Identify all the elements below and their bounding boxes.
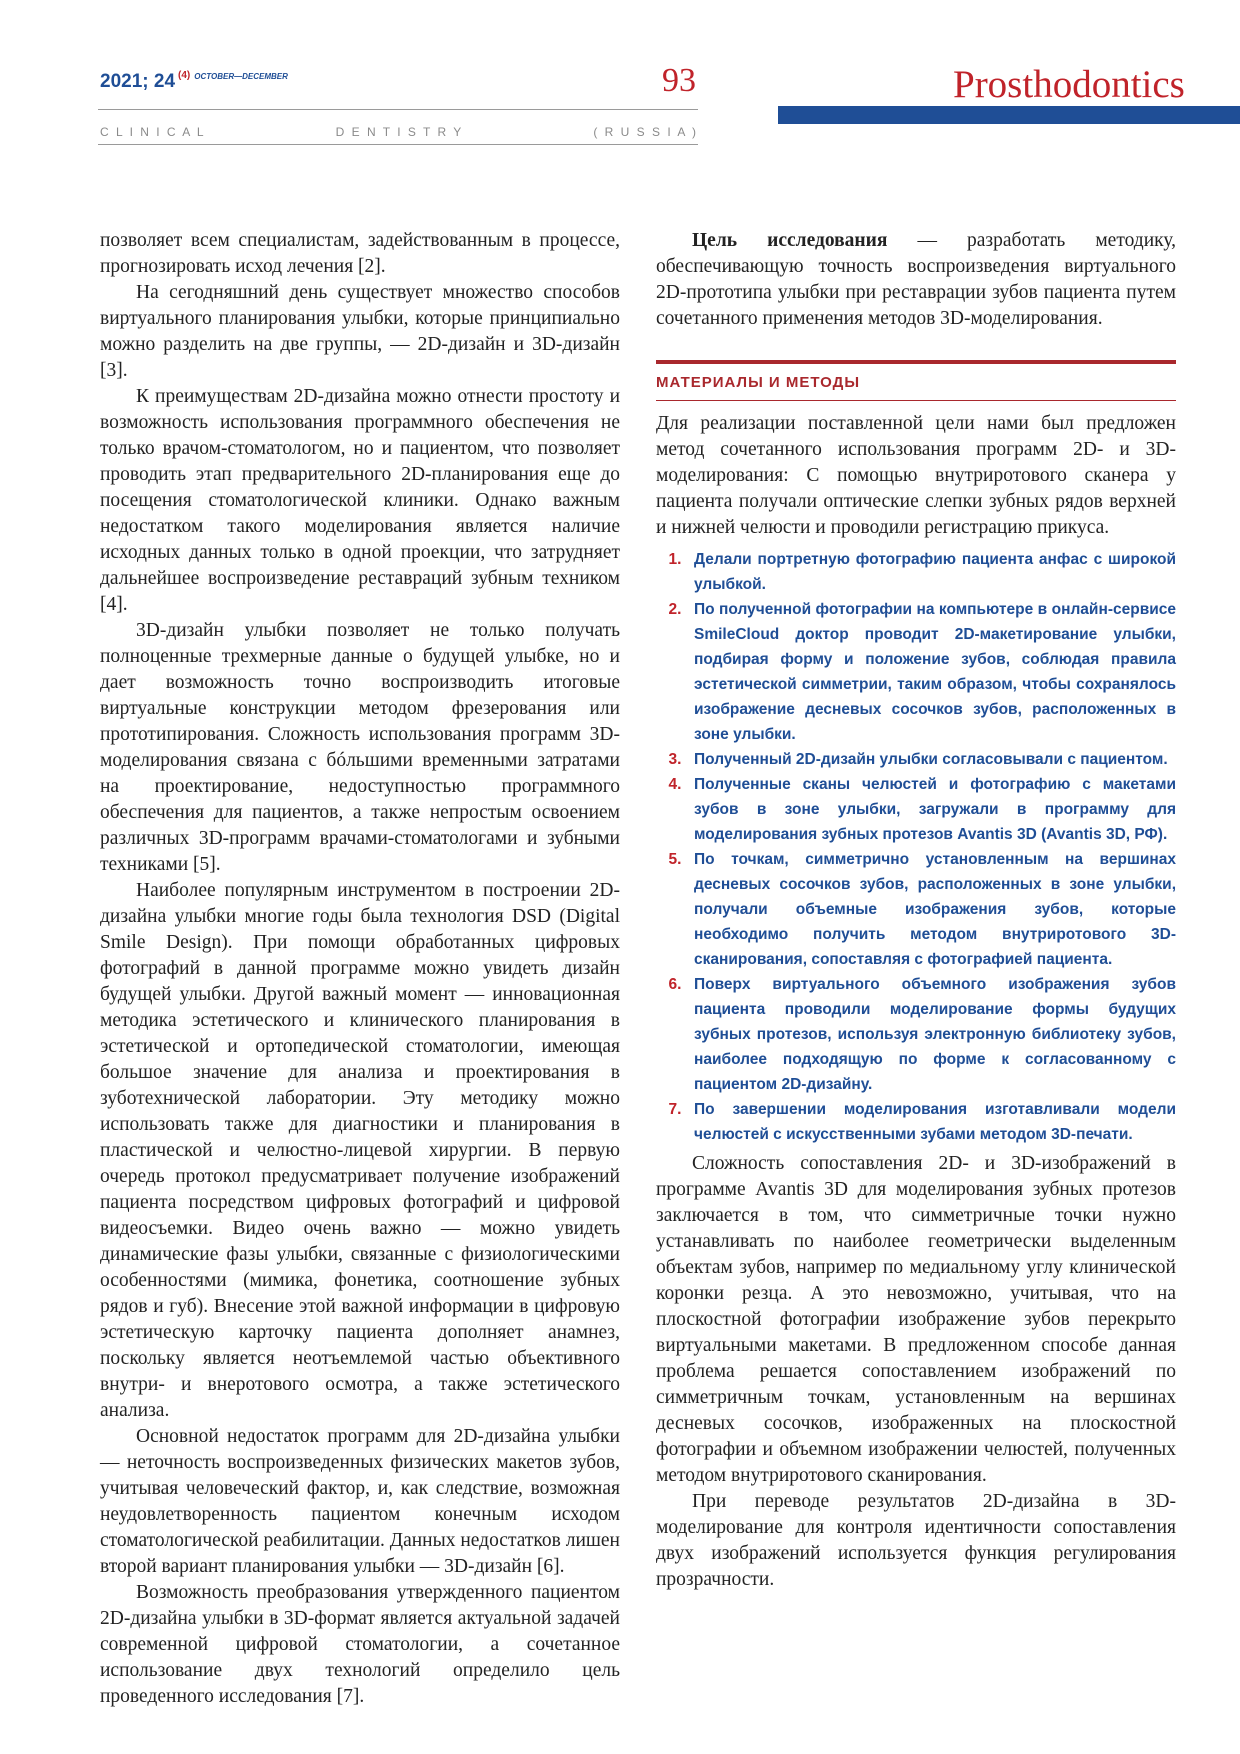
right-paragraph-after-1: Сложность сопоставления 2D- и 3D-изображений в программе Avantis 3D для моделирования зубных протезов заключается в том, что симметричные точки нужно устанавливать по наиболее геометрически выделенным объектам зубов, например по медиальному углу клинической коронки резца. А это невозможно, учитывая, что на плоскостной фотографии изображение зубов перекрыто виртуальными макетами. В предложенном способе данная проблема решается сопоставлением изображений по симметричным точкам, установленным на вершинах десневых сосочков, изображенных на плоскостной фотографии и объемном изображении челюстей, полученных методом внутриротового сканирования. — [656, 1153, 1176, 1486]
step-text: По полученной фотографии на компьютере в онлайн-сервисе SmileCloud доктор проводит 2D-макетирование улыбки, подбирая форму и положение зубов, соблюдая правила эстетической симметрии, таким образом, чтобы сохранялось изображение десневых сосочков зубов, расположенных в зоне улыбки. — [694, 601, 1176, 743]
page-number: 93 — [662, 62, 696, 99]
step-text: Полученный 2D-дизайн улыбки согласовывали с пациентом. — [694, 751, 1168, 768]
right-paragraph-after-2: При переводе результатов 2D-дизайна в 3D-моделирование для контроля идентичности сопоставления двух изображений используется функция регулирования прозрачности. — [656, 1491, 1176, 1590]
list-item — [656, 1097, 1176, 1147]
step-text: По завершении моделирования изготавливали модели челюстей с искусственными зубами методом 3D-печати. — [694, 1101, 1176, 1143]
step-text: Делали портретную фотографию пациента анфас с широкой улыбкой. — [694, 551, 1176, 593]
left-paragraph-2: На сегодняшний день существует множество способов виртуального планирования улыбки, которые принципиально можно разделить на две группы, — 2D-дизайн и 3D-дизайн [3]. — [100, 282, 620, 381]
journal-word-1: C L I N I C A L — [100, 125, 206, 139]
issue-info — [100, 70, 288, 93]
section-title: Prosthodontics — [953, 63, 1185, 106]
methods-heading — [656, 360, 1176, 401]
list-item — [656, 772, 1176, 847]
left-paragraph-3: К преимуществам 2D-дизайна можно отнести простоту и возможность использования программного обеспечения не только врачом-стоматологом, но и пациентом, что позволяет проводить этап предварительного 2D-планирования еще до посещения стоматологической клиники. Однако важным недостатком такого моделирования является наличие исходных данных только в одной проекции, что затрудняет дальнейшее воспроизведение реставраций зубным техником [4]. — [100, 386, 620, 615]
right-column — [656, 228, 1176, 1593]
journal-word-3: ( R U S S I A ) — [593, 125, 698, 139]
step-number: 4. — [668, 776, 682, 793]
section-bar — [778, 106, 1240, 124]
left-paragraph-5: Наиболее популярным инструментом в построении 2D-дизайна улыбки многие годы была технология DSD (Digital Smile Design). При помощи обработанных цифровых фотографий в данной программе можно увидеть дизайн будущей улыбки. Другой важный момент — инновационная методика эстетического и клинического планирования в эстетической и ортопедической стоматологии, имеющая большое значение для анализа и проектирования в зуботехнической лаборатории. Эту методику можно использовать также для диагностики и планирования в пластической и челюстно-лицевой хирургии. В первую очередь протокол предусматривает получение изображений пациента посредством цифровых фотографий и цифровой видеосъемки. Видео очень важно — можно увидеть динамические фазы улыбки, связанные с физиологическими особенностями (мимика, фонетика, соотношение зубных рядов и губ). Внесение этой важной информации в цифровую эстетическую карточку пациента дополняет анамнез, поскольку является неотъемлемой частью объективного внутри- и внеротового осмотра, а также эстетического анализа. — [100, 880, 620, 1421]
step-number: 5. — [668, 851, 682, 868]
left-paragraph-6: Основной недостаток программ для 2D-дизайна улыбки — неточность воспроизведенных физических макетов зубов, учитывая человеческий фактор, и, как следствие, возможная неудовлетворенность пациентом конечным исходом стоматологической реабилитации. Данных недостатков лишен второй вариант планирования улыбки — 3D-дизайн [6]. — [100, 1426, 620, 1577]
aim-label: Цель исследования — [692, 230, 888, 251]
step-number: 1. — [668, 551, 682, 568]
journal-name — [100, 125, 698, 139]
aim-text: — разработать методику, обеспечивающую точность воспроизведения виртуального 2D-прототипа улыбки при реставрации зубов пациента путем сочетанного применения методов 3D-моделирования. — [656, 230, 1176, 329]
left-paragraph-7: Возможность преобразования утвержденного пациентом 2D-дизайна улыбки в 3D-формат является актуальной задачей современной цифровой стоматологии, а сочетанное использование двух технологий определило цель проведенного исследования [7]. — [100, 1582, 620, 1707]
list-item — [656, 972, 1176, 1097]
list-item — [656, 847, 1176, 972]
step-number: 3. — [668, 751, 682, 768]
step-text: Полученные сканы челюстей и фотографию с макетами зубов в зоне улыбки, загружали в программу для моделирования зубных протезов Avantis 3D (Avantis 3D, РФ). — [694, 776, 1176, 843]
methods-heading-text: МАТЕРИАЛЫ И МЕТОДЫ — [656, 374, 861, 391]
aim-paragraph — [656, 228, 1176, 332]
list-item — [656, 547, 1176, 597]
methods-steps — [656, 547, 1176, 1147]
step-text: Поверх виртуального объемного изображения зубов пациента проводили моделирование формы будущих зубных протезов, используя электронную библиотеку зубов, наиболее подходящую по форме к согласованному с пациентом 2D-дизайну. — [694, 976, 1176, 1093]
journal-word-2: D E N T I S T R Y — [335, 125, 464, 139]
step-number: 2. — [668, 601, 682, 618]
issue-months: OCTOBER—DECEMBER — [194, 72, 288, 81]
issue-year-volume: 2021; 24 — [100, 71, 176, 92]
header-rule-top — [98, 109, 698, 110]
left-column — [100, 228, 620, 1710]
step-number: 7. — [668, 1101, 682, 1118]
methods-heading-rule — [656, 400, 1176, 401]
step-number: 6. — [668, 976, 682, 993]
step-text: По точкам, симметрично установленным на вершинах десневых сосочков зубов, расположенных в зоне улыбки, получали объемные изображения зубов, которые необходимо получить методом внутриротового 3D-сканирования, сопоставляя с фотографией пациента. — [694, 851, 1176, 968]
list-item — [656, 747, 1176, 772]
left-paragraph-1: позволяет всем специалистам, задействованным в процессе, прогнозировать исход лечения [2]. — [100, 230, 620, 277]
list-item — [656, 597, 1176, 747]
issue-number: (4) — [178, 70, 191, 81]
methods-intro: Для реализации поставленной цели нами был предложен метод сочетанного использования программ 2D- и 3D-моделирования: С помощью внутриротового сканера у пациента получали оптические слепки зубных рядов верхней и нижней челюсти и проводили регистрацию прикуса. — [656, 413, 1176, 538]
left-paragraph-4: 3D-дизайн улыбки позволяет не только получать полноценные трехмерные данные о будущей улыбке, но и дает возможность точно воспроизводить итоговые виртуальные конструкции методом фрезерования или прототипирования. Сложность использования программ 3D-моделирования связана с бóльшими временными затратами на проектирование, недоступностью программного обеспечения для пациентов, а также непростым освоением различных 3D-программ врачами-стоматологами и зубными техниками [5]. — [100, 620, 620, 875]
header-rule-bottom — [98, 144, 698, 145]
